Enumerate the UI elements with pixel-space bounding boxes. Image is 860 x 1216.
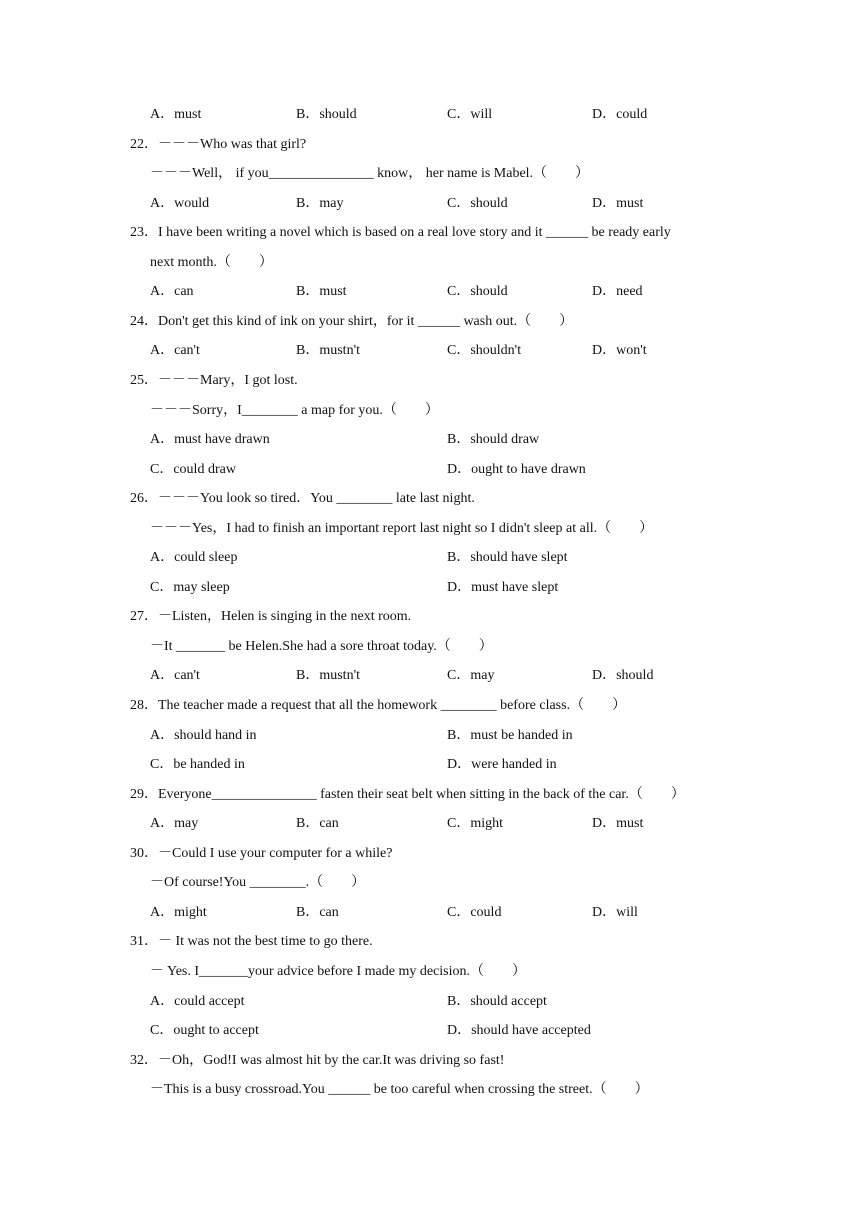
answer-option: A．should hand in: [150, 728, 257, 743]
answer-option: B．should: [296, 107, 357, 122]
dialogue-line: －It _______ be Helen.She had a sore throat today.（ ）: [150, 639, 493, 654]
answer-option: D．won't: [592, 343, 647, 358]
answer-option: D．could: [592, 107, 648, 122]
answer-option: B．must be handed in: [447, 728, 573, 743]
answer-option: D．were handed in: [447, 757, 557, 772]
dialogue-line: next month.（ ）: [150, 255, 273, 270]
answer-option: C．ought to accept: [150, 1023, 259, 1038]
question-text: 24．Don't get this kind of ink on your shirt，for it ______ wash out.（ ）: [130, 314, 574, 329]
answer-option: A．might: [150, 905, 207, 920]
question-text: 27．－Listen，Helen is singing in the next room.: [130, 609, 412, 624]
answer-option: A．would: [150, 196, 210, 211]
question-text: 22．－－－Who was that girl?: [130, 137, 307, 152]
answer-option: D．should: [592, 668, 654, 683]
answer-option: B．can: [296, 816, 339, 831]
answer-option: A．could sleep: [150, 550, 238, 565]
answer-option: A．can't: [150, 668, 200, 683]
answer-option: C．should: [447, 196, 508, 211]
answer-option: C．could draw: [150, 462, 236, 477]
answer-option: D．must: [592, 196, 644, 211]
answer-option: C．could: [447, 905, 502, 920]
question-text: 32．－Oh，God!I was almost hit by the car.It was driving so fast!: [130, 1053, 505, 1068]
answer-option: C．may: [447, 668, 495, 683]
answer-option: B．mustn't: [296, 668, 360, 683]
question-text: 26．－－－You look so tired．You ________ late last night.: [130, 491, 475, 506]
answer-option: A．may: [150, 816, 199, 831]
dialogue-line: －－－Yes，I had to finish an important report last night so I didn't sleep at all.（ ）: [150, 521, 654, 536]
question-text: 28．The teacher made a request that all the homework ________ before class.（ ）: [130, 698, 627, 713]
answer-option: A．could accept: [150, 994, 245, 1009]
answer-option: D．must have slept: [447, 580, 559, 595]
answer-option: C．should: [447, 284, 508, 299]
answer-option: C．shouldn't: [447, 343, 522, 358]
answer-option: B．may: [296, 196, 344, 211]
question-text: 29．Everyone_______________ fasten their seat belt when sitting in the back of the car.（ ）: [130, 787, 685, 802]
answer-option: B．should accept: [447, 994, 547, 1009]
answer-option: A．must have drawn: [150, 432, 270, 447]
dialogue-line: －－－Sorry，I________ a map for you.（ ）: [150, 403, 439, 418]
question-text: 23．I have been writing a novel which is based on a real love story and it ______ be ready early: [130, 225, 671, 240]
dialogue-line: －This is a busy crossroad.You ______ be too careful when crossing the street.（ ）: [150, 1082, 649, 1097]
answer-option: A．can't: [150, 343, 200, 358]
dialogue-line: － Yes. I_______your advice before I made my decision.（ ）: [150, 964, 526, 979]
question-text: 30．－Could I use your computer for a while?: [130, 846, 393, 861]
answer-option: A．can: [150, 284, 194, 299]
question-text: 25．－－－Mary，I got lost.: [130, 373, 298, 388]
answer-option: C．may sleep: [150, 580, 230, 595]
answer-option: C．will: [447, 107, 493, 122]
answer-option: B．can: [296, 905, 339, 920]
answer-option: B．should have slept: [447, 550, 568, 565]
answer-option: D．ought to have drawn: [447, 462, 586, 477]
answer-option: B．mustn't: [296, 343, 360, 358]
answer-option: B．must: [296, 284, 347, 299]
answer-option: D．will: [592, 905, 638, 920]
answer-option: D．need: [592, 284, 643, 299]
answer-option: A．must: [150, 107, 202, 122]
dialogue-line: －－－Well， if you_______________ know， her name is Mabel.（ ）: [150, 166, 590, 181]
question-text: 31．－ It was not the best time to go there.: [130, 934, 373, 949]
answer-option: D．must: [592, 816, 644, 831]
answer-option: D．should have accepted: [447, 1023, 591, 1038]
answer-option: B．should draw: [447, 432, 540, 447]
answer-option: C．might: [447, 816, 504, 831]
dialogue-line: －Of course!You ________.（ ）: [150, 875, 366, 890]
answer-option: C．be handed in: [150, 757, 245, 772]
